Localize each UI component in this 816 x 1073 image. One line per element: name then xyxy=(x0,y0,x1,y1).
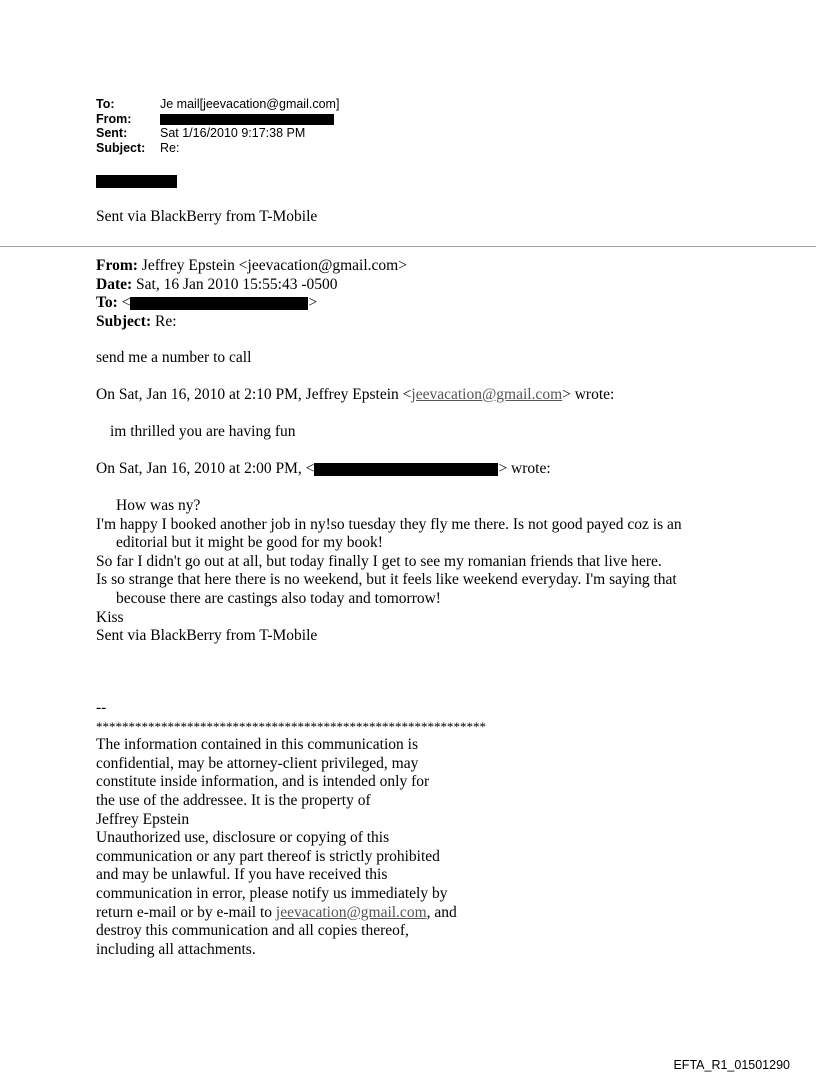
original-message xyxy=(96,497,682,646)
to-value: Je mail[jeevacation@gmail.com] xyxy=(160,97,340,111)
disclaimer-line: the use of the addressee. It is the property of xyxy=(96,791,371,809)
from-label: From: xyxy=(96,111,132,126)
sent-value: Sat 1/16/2010 9:17:38 PM xyxy=(160,126,306,140)
disclaimer-stars: ************************************************************ xyxy=(96,718,486,734)
message-line: Sent via BlackBerry from T-Mobile xyxy=(96,627,318,645)
disclaimer-line: The information contained in this communication is xyxy=(96,736,418,754)
disclaimer xyxy=(96,699,486,959)
message-line: Kiss xyxy=(96,608,124,626)
disclaimer-return-line: return e-mail or by e-mail to jeevacation@gmail.com, and xyxy=(96,903,457,921)
reply-signature: Sent via BlackBerry from T-Mobile xyxy=(96,208,318,225)
message-line: editorial but it might be good for my book! xyxy=(116,534,383,552)
attribution-1: On Sat, Jan 16, 2010 at 2:10 PM, Jeffrey Epstein <jeevacation@gmail.com> wrote: xyxy=(96,386,615,403)
header-from-row xyxy=(96,112,339,127)
header-to-row xyxy=(96,97,339,112)
message-line: How was ny? xyxy=(116,497,201,514)
body-redaction xyxy=(96,175,177,188)
header-divider xyxy=(0,246,816,247)
disclaimer-line: including all attachments. xyxy=(96,940,256,958)
quoted-date-row: Date: Sat, 16 Jan 2010 15:55:43 -0500 xyxy=(96,275,338,293)
disclaimer-line: constitute inside information, and is intended only for xyxy=(96,773,430,791)
disclaimer-line: communication or any part thereof is strictly prohibited xyxy=(96,847,440,865)
header-sent-row xyxy=(96,126,339,141)
disclaimer-line: confidential, may be attorney-client privileged, may xyxy=(96,754,419,772)
message-line: becouse there are castings also today and tomorrow! xyxy=(116,589,441,607)
quoted-to-row: To: < > xyxy=(96,294,318,312)
disclaimer-line: Unauthorized use, disclosure or copying of this xyxy=(96,829,390,847)
message-line: I'm happy I booked another job in ny!so tuesday they fly me there. Is not good payed coz is an xyxy=(96,515,682,533)
subject-label: Subject: xyxy=(96,140,146,155)
document-id: EFTA_R1_01501290 xyxy=(673,1058,790,1072)
quoted-subject-row: Subject: Re: xyxy=(96,312,177,330)
attribution-2: On Sat, Jan 16, 2010 at 2:00 PM, < > wrote: xyxy=(96,460,551,477)
from-redaction xyxy=(160,114,334,125)
disclaimer-line: destroy this communication and all copies thereof, xyxy=(96,922,409,940)
disclaimer-dashes: -- xyxy=(96,699,107,716)
disclaimer-email-link[interactable]: jeevacation@gmail.com xyxy=(275,903,427,921)
reply-1: im thrilled you are having fun xyxy=(110,423,296,440)
header-subject-row xyxy=(96,141,339,156)
message-line: So far I didn't go out at all, but today finally I get to see my romanian friends that live here. xyxy=(96,552,662,570)
subject-value: Re: xyxy=(160,140,180,155)
quoted-header xyxy=(96,257,407,331)
message-line: Is so strange that here there is no weekend, but it feels like weekend everyday. I'm saying that xyxy=(96,571,677,589)
disclaimer-line: communication in error, please notify us immediately by xyxy=(96,884,448,902)
quoted-from-row: From: Jeffrey Epstein <jeevacation@gmail.com> xyxy=(96,257,407,274)
disclaimer-line: and may be unlawful. If you have received this xyxy=(96,866,388,884)
sent-label: Sent: xyxy=(96,126,128,140)
attribution-2-redaction xyxy=(314,463,498,476)
quoted-to-redaction xyxy=(130,297,308,310)
quoted-body: send me a number to call xyxy=(96,349,252,366)
disclaimer-line: Jeffrey Epstein xyxy=(96,810,190,828)
email-header xyxy=(96,97,339,155)
email-link[interactable]: jeevacation@gmail.com xyxy=(411,386,563,403)
to-label: To: xyxy=(96,97,115,111)
